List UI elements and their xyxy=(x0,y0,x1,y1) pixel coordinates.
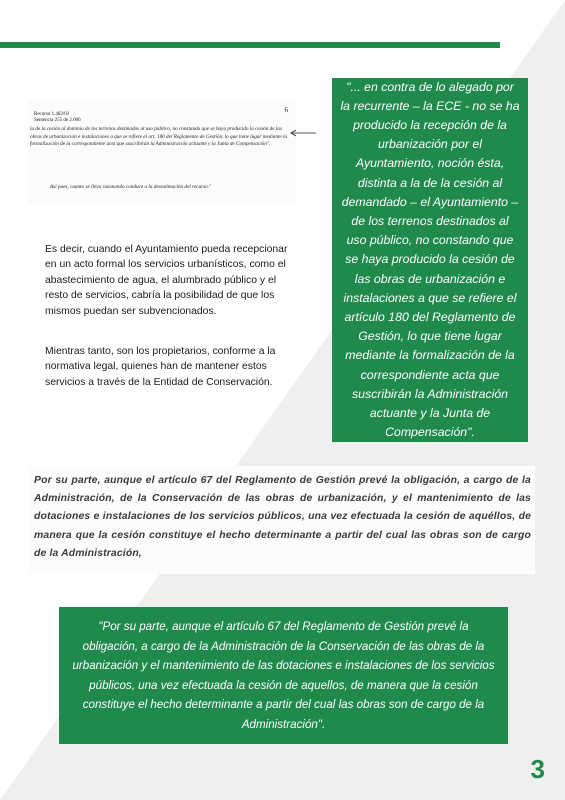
scan-body-text: la de la cesión al dominio de los terrenos destinados al uso público, no constando que se haya producido la cesión de las obras de urbanización e instalaciones a que se refiere el art. 180 del Reglamento de Gestión, lo que tiene lugar mediante la formalización de la correspondiente acta que suscribirán la Administración actuante y la Junta de Compensación". xyxy=(30,126,288,148)
quote-box-2-text: "Por su parte, aunque el artículo 67 del Reglamento de Gestión prevé la obligación, a cargo de la Administración de la Conservación de las obras de la urbanización y el mantenimiento de las dotaciones e instalaciones de los servicios públicos, una vez efectuada la cesión de aquellos, de manera que la cesión constituye el hecho determinante a partir del cual las obras son de cargo de la Administración". xyxy=(72,620,495,731)
scan-page-number: 6 xyxy=(284,106,288,114)
arrow-left-icon xyxy=(288,128,318,138)
scan-header-line-1: Recurso 1.482/03 xyxy=(34,112,70,117)
page-number: 3 xyxy=(530,754,545,784)
quote-box-1 xyxy=(332,78,528,442)
quote-box-1-text: "... en contra de lo alegado por la recurrente – la ECE - no se ha producido la recepción de la urbanización por el Ayuntamiento, noción ésta, distinta a la de la cesión al demandado – el Ayuntamiento – de los terrenos destinados al uso público, no constando que se haya producido la cesión de las obras de urbanización e instalaciones a que se refiere el artículo 180 del Reglamento de Gestión, lo que tiene lugar mediante la formalización de la correspondiente acta que suscribirán la Administración actuante y la Junta de Compensación". xyxy=(340,79,520,440)
scan-middle-text: Por su parte, aunque el artículo 67 del Reglamento de Gestión prevé la obligación, a cargo de la Administración, de la Conservación de las obras de urbanización, y el mantenimiento de las dotaciones e instalaciones de los servicios públicos, una vez efectuada la cesión de aquéllos, de manera que la cesión constituye el hecho determinante a partir del cual las obras son de cargo de la Administración, xyxy=(34,475,531,559)
scan-footer-text: Así pues, cuanto se lleva razonando conduce a la desestimación del recurso." xyxy=(50,184,212,190)
body-paragraph-1: Es decir, cuando el Ayuntamiento pueda recepcionar en un acto formal los servicios urbanísticos, como el abastecimiento de agua, el alumbrado público y el resto de servicios, cabría la posibilidad de que los mismos puedan ser subvencionados. xyxy=(45,244,288,317)
quote-box-2 xyxy=(59,607,508,744)
scanned-document-excerpt-middle xyxy=(30,466,535,574)
body-paragraph-2: Mientras tanto, son los propietarios, conforme a la normativa legal, quienes han de mantener estos servicios a través de la Entidad de Conservación. xyxy=(45,346,276,388)
top-accent-bar xyxy=(0,42,500,48)
scan-header-line-2: Sentencia 255 de 2.006 xyxy=(34,118,81,123)
scanned-document-excerpt-top xyxy=(28,100,296,205)
scan-header xyxy=(34,112,81,124)
